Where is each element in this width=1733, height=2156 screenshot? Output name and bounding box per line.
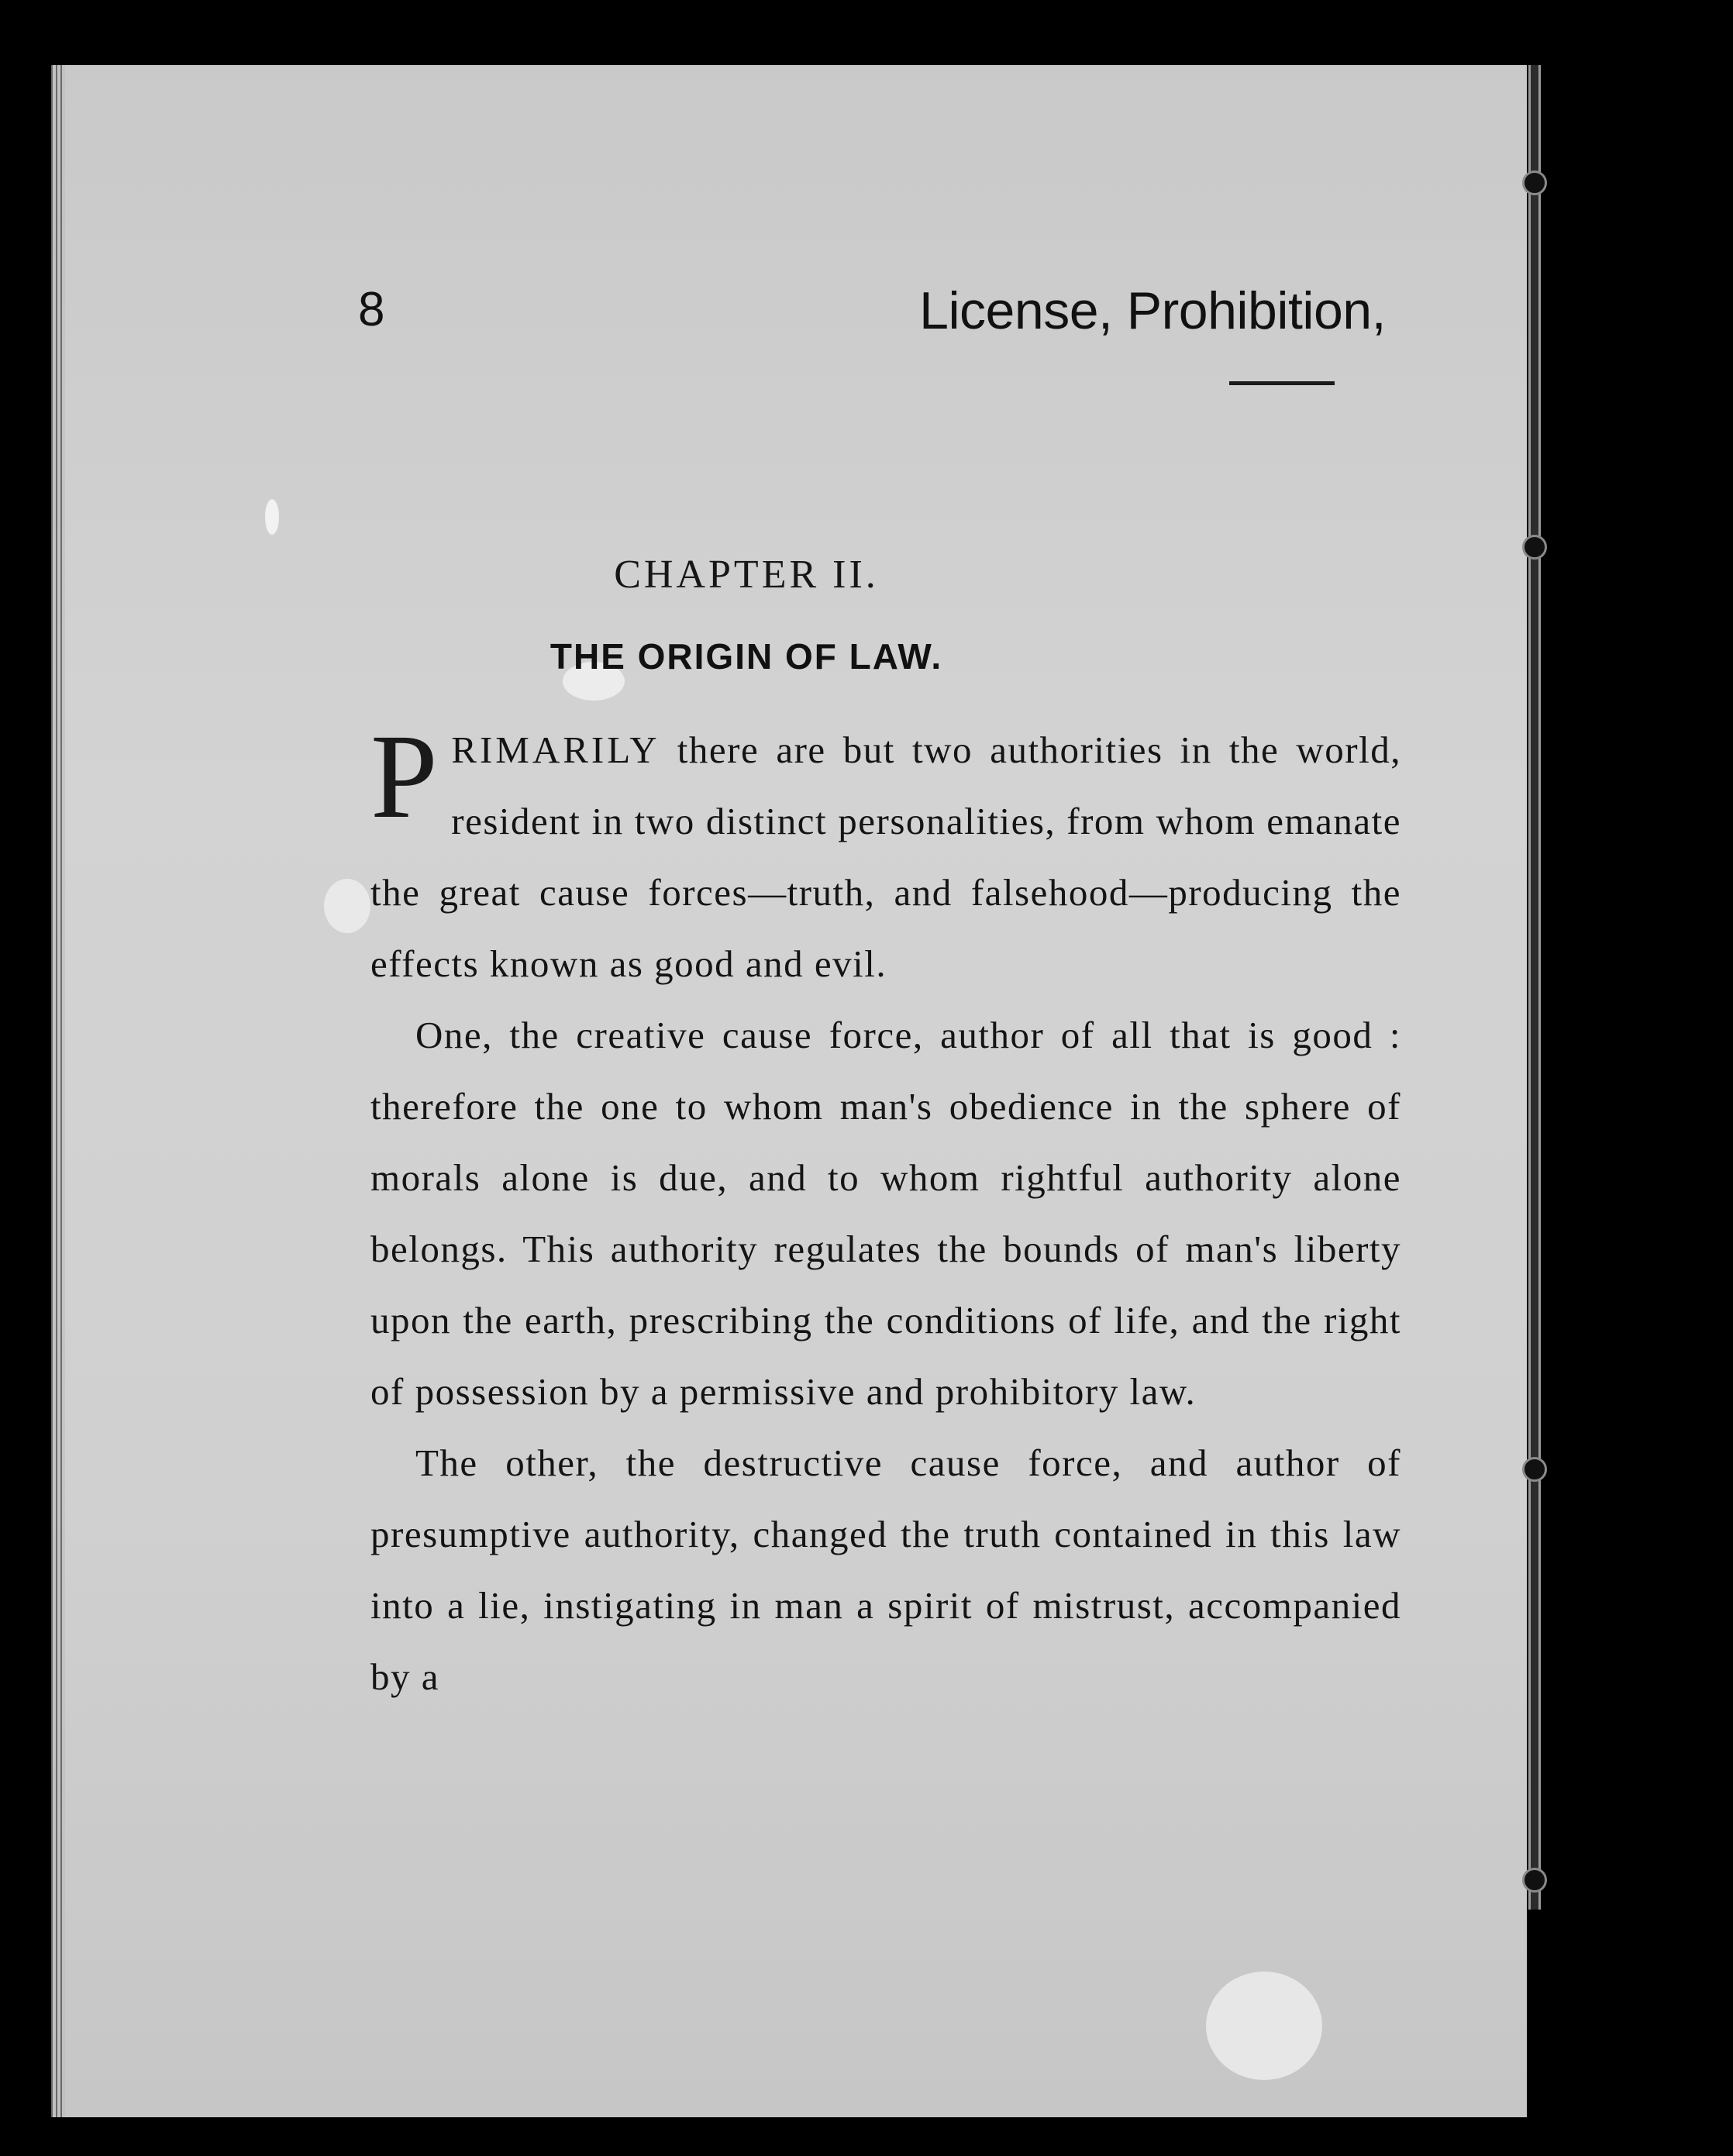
running-title: License, Prohibition, [919,281,1386,340]
header-rule [1229,381,1335,385]
paper-speck [1206,1972,1322,2080]
chapter-number: CHAPTER II. [614,553,879,597]
binding-shadow [1527,65,1733,2117]
chapter-title: THE ORIGIN OF LAW. [550,636,943,677]
paragraph-1-text: there are but two authorities in the world, resident in two distinct personalities, from whom emanate the great cause forces—truth, and falsehood—producing the effects known as good and evil. [370,728,1401,985]
paragraph-2: One, the creative cause force, author of all that is good : therefore the one to whom man's obedience in the sphere of morals alone is due, and to whom rightful authority alone belongs. This authority regulates the bounds of man's liberty upon the earth, prescribing the conditions of life, and the right of possession by a permissive and prohibitory law. [370,1014,1401,1413]
paragraph-1 [370,709,1401,1000]
paper-speck [265,499,279,535]
binding-cord [1528,65,1541,1910]
drop-cap: P [370,709,439,843]
page-number: 8 [358,283,385,336]
book-page [51,65,1527,2117]
paragraph-3: The other, the destructive cause force, and author of presumptive authority, changed the truth contained in this law into a lie, instigating in man a spirit of mistrust, accompanied by a [370,1441,1401,1698]
binding-knot [1522,1868,1547,1893]
page-edge-stack [51,65,65,2117]
binding-knot [1522,1457,1547,1482]
binding-knot [1522,170,1547,195]
paragraph-1-lead: RIMARILY [451,728,660,771]
binding-knot [1522,535,1547,560]
paper-speck [324,879,370,933]
body-text [370,709,1401,1713]
